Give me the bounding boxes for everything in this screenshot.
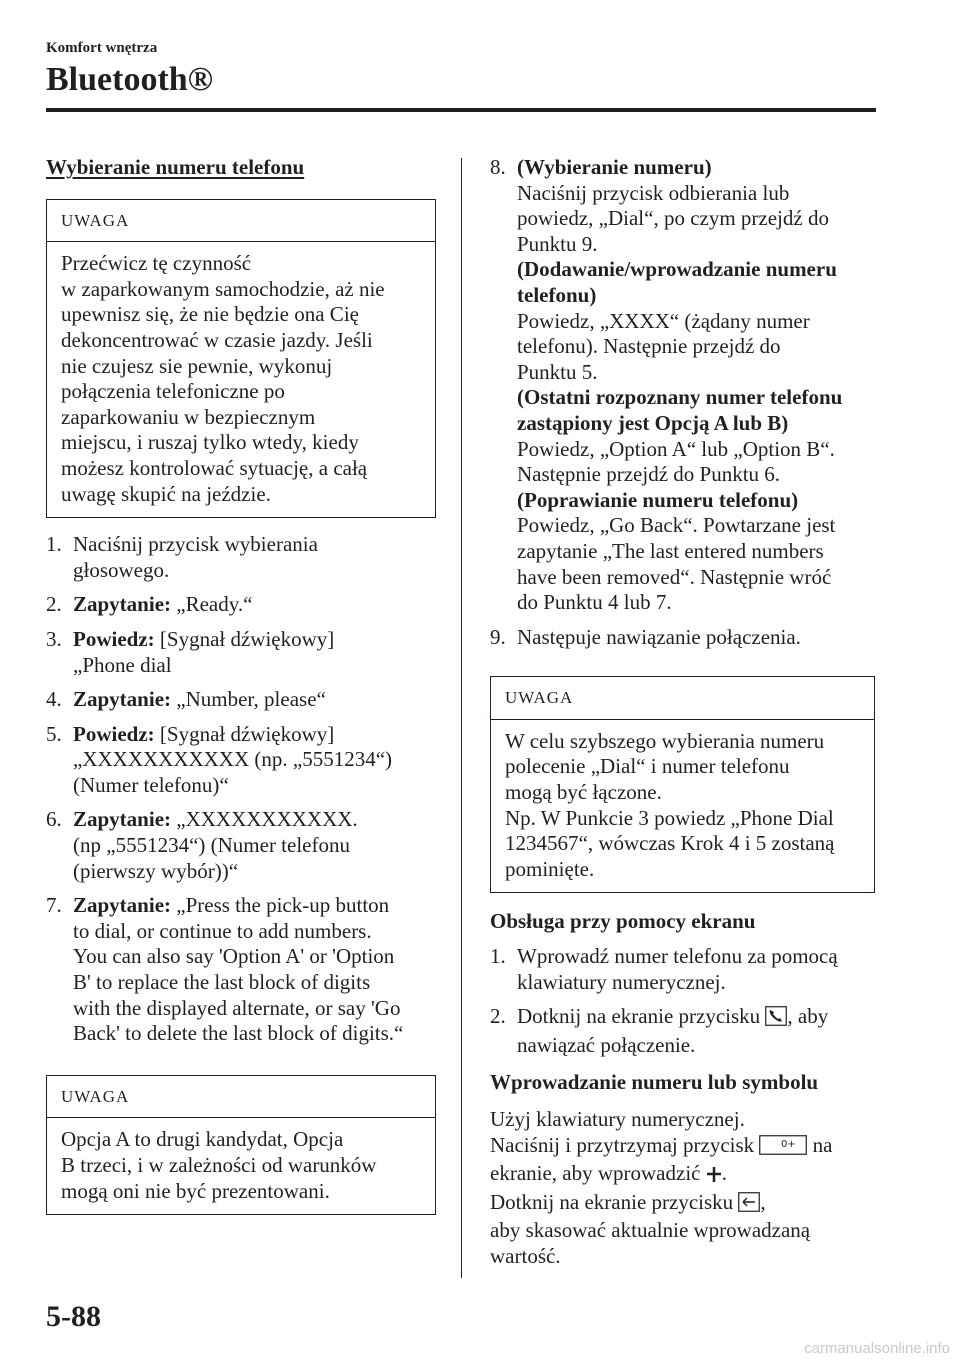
note-box-3 bbox=[490, 676, 875, 893]
step-3 bbox=[46, 627, 436, 678]
page-title: Bluetooth® bbox=[46, 61, 214, 98]
note-line: 1234567“, wówczas Krok 4 i 5 zostaną bbox=[505, 831, 835, 856]
step-number: 9. bbox=[490, 624, 506, 649]
note-line: uwagę skupić na jeździe. bbox=[61, 481, 271, 506]
step-8 bbox=[490, 155, 875, 616]
screen-step-2 bbox=[490, 1004, 875, 1058]
step-7 bbox=[46, 893, 436, 1047]
step-text: B' to replace the last block of digits bbox=[73, 970, 371, 995]
symbol-line: wartość. bbox=[490, 1243, 561, 1268]
step-subheading: zastąpiony jest Opcją A lub B) bbox=[517, 410, 789, 435]
symbol-line: aby skasować aktualnie wprowadzaną bbox=[490, 1218, 811, 1243]
note-line: w zaparkowanym samochodzie, aż nie bbox=[61, 276, 385, 301]
step-text: Punktu 9. bbox=[517, 231, 598, 256]
plus-icon bbox=[706, 1164, 722, 1190]
step-text: Powiedz, „Option A“ lub „Option B“. bbox=[517, 436, 835, 461]
section-title-screen: Obsługa przy pomocy ekranu bbox=[490, 909, 756, 934]
phone-dial-icon bbox=[765, 1006, 787, 1033]
symbol-line: na bbox=[807, 1132, 833, 1157]
step-text: „Phone dial bbox=[73, 652, 172, 677]
step-text: „XXXXXXXXXXX. bbox=[171, 807, 358, 832]
step-text: powiedz, „Dial“, po czym przejdź do bbox=[517, 206, 829, 231]
step-1 bbox=[46, 532, 436, 583]
step-text: Powiedz, „XXXX“ (żądany numer bbox=[517, 308, 810, 333]
step-number: 3. bbox=[46, 626, 62, 651]
step-subheading: telefonu) bbox=[517, 282, 597, 307]
step-text: Back' to delete the last block of digits.“ bbox=[73, 1021, 404, 1046]
page-number: 5-88 bbox=[46, 1300, 101, 1333]
note-line: Np. W Punkcie 3 powiedz „Phone Dial bbox=[505, 805, 834, 830]
note-heading: UWAGA bbox=[47, 1076, 435, 1119]
note-line: pominięte. bbox=[505, 856, 595, 881]
note-line: Przećwicz tę czynność bbox=[61, 251, 252, 276]
step-number: 2. bbox=[490, 1004, 506, 1029]
note-body bbox=[491, 720, 874, 893]
step-label: Zapytanie: bbox=[73, 893, 172, 918]
step-5 bbox=[46, 722, 436, 799]
step-number: 2. bbox=[46, 592, 62, 617]
note-line: mogą oni nie być prezentowani. bbox=[61, 1178, 330, 1203]
step-text: (Numer telefonu)“ bbox=[73, 772, 229, 797]
step-label: Zapytanie: bbox=[73, 687, 172, 712]
section-title-dialing: Wybieranie numeru telefonu bbox=[46, 155, 305, 179]
step-text: [Sygnał dźwiękowy] bbox=[154, 721, 335, 746]
step-number: 7. bbox=[46, 893, 62, 918]
step-text: klawiatury numerycznej. bbox=[517, 969, 726, 994]
note-box-1 bbox=[46, 199, 436, 519]
step-text: [Sygnał dźwiękowy] bbox=[154, 626, 335, 651]
step-label: Zapytanie: bbox=[73, 592, 172, 617]
note-line: B trzeci, i w zależności od warunków bbox=[61, 1153, 377, 1177]
note-line: miejscu, i ruszaj tylko wtedy, kiedy bbox=[61, 430, 359, 455]
zero-plus-key-icon bbox=[759, 1135, 807, 1162]
step-number: 1. bbox=[490, 944, 506, 969]
symbol-line: Dotknij na ekranie przycisku bbox=[490, 1189, 739, 1214]
step-subheading: (Poprawianie numeru telefonu) bbox=[517, 487, 799, 512]
note-line: polecenie „Dial“ i numer telefonu bbox=[505, 754, 790, 779]
step-subheading: (Ostatni rozpoznany numer telefonu bbox=[517, 385, 843, 410]
note-heading: UWAGA bbox=[491, 677, 874, 720]
backspace-icon bbox=[738, 1192, 760, 1219]
note-line: zaparkowaniu w bezpiecznym bbox=[61, 404, 316, 429]
note-heading: UWAGA bbox=[47, 200, 435, 243]
step-text: Następnie przejdź do Punktu 6. bbox=[517, 462, 781, 487]
step-4 bbox=[46, 687, 436, 713]
step-text: have been removed“. Następnie wróć bbox=[517, 564, 832, 589]
column-divider bbox=[461, 158, 462, 1278]
step-text: You can also say 'Option A' or 'Option bbox=[73, 944, 395, 969]
note-line: Opcja A to drugi kandydat, Opcja bbox=[61, 1127, 344, 1152]
left-column bbox=[46, 155, 436, 1215]
screen-step-1 bbox=[490, 944, 875, 995]
step-text: głosowego. bbox=[73, 557, 170, 582]
header-rule bbox=[46, 108, 876, 112]
step-text: nawiązać połączenie. bbox=[517, 1032, 696, 1057]
note-line: W celu szybszego wybierania numeru bbox=[505, 728, 825, 753]
step-number: 4. bbox=[46, 687, 62, 712]
step-subheading: (Dodawanie/wprowadzanie numeru bbox=[517, 257, 837, 282]
step-6 bbox=[46, 807, 436, 884]
step-text: „Press the pick-up button bbox=[171, 893, 390, 918]
step-9 bbox=[490, 625, 875, 651]
step-text: with the displayed alternate, or say 'Go bbox=[73, 995, 401, 1020]
step-text: Naciśnij przycisk wybierania bbox=[73, 532, 318, 557]
symbol-line: ekranie, aby wprowadzić bbox=[490, 1161, 706, 1186]
step-number: 5. bbox=[46, 721, 62, 746]
step-text: zapytanie „The last entered numbers bbox=[517, 538, 824, 563]
note-line: możesz kontrolować sytuację, a całą bbox=[61, 455, 368, 480]
note-line: nie czujesz sie pewnie, wykonuj bbox=[61, 353, 333, 378]
symbol-instructions bbox=[490, 1107, 875, 1270]
step-text: (pierwszy wybór))“ bbox=[73, 858, 239, 883]
step-text: to dial, or continue to add numbers. bbox=[73, 918, 372, 943]
note-line: upewnisz się, że nie będzie ona Cię bbox=[61, 302, 359, 327]
step-text: Wprowadź numer telefonu za pomocą bbox=[517, 944, 838, 969]
step-subheading: (Wybieranie numeru) bbox=[517, 155, 712, 179]
step-text: Dotknij na ekranie przycisku bbox=[517, 1004, 766, 1029]
step-number: 8. bbox=[490, 155, 506, 179]
zero-plus-key-label: 0+ bbox=[781, 1138, 797, 1150]
note-box-2 bbox=[46, 1075, 436, 1215]
step-label: Powiedz: bbox=[73, 721, 155, 746]
step-text: Punktu 5. bbox=[517, 359, 598, 384]
step-text: do Punktu 4 lub 7. bbox=[517, 590, 672, 615]
watermark: carmanualsonline.info bbox=[804, 1340, 950, 1357]
header-section-label: Komfort wnętrza bbox=[46, 40, 158, 56]
step-number: 1. bbox=[46, 532, 62, 557]
step-text: „Number, please“ bbox=[171, 687, 326, 712]
step-label: Zapytanie: bbox=[73, 807, 172, 832]
step-text: , aby bbox=[787, 1004, 829, 1029]
note-body bbox=[47, 1118, 435, 1214]
symbol-line: , bbox=[760, 1189, 766, 1214]
step-label: Powiedz: bbox=[73, 626, 155, 651]
step-text: Powiedz, „Go Back“. Powtarzane jest bbox=[517, 513, 836, 538]
section-title-symbol: Wprowadzanie numeru lub symbolu bbox=[490, 1070, 819, 1095]
note-line: dekoncentrować w czasie jazdy. Jeśli bbox=[61, 327, 373, 352]
step-text: (np „5551234“) (Numer telefonu bbox=[73, 833, 350, 858]
note-body bbox=[47, 242, 435, 517]
step-text: telefonu). Następnie przejdź do bbox=[517, 334, 781, 359]
step-number: 6. bbox=[46, 807, 62, 832]
symbol-line: Naciśnij i przytrzymaj przycisk bbox=[490, 1132, 760, 1157]
step-text: Naciśnij przycisk odbierania lub bbox=[517, 180, 790, 205]
step-text: Następuje nawiązanie połączenia. bbox=[517, 624, 801, 649]
step-text: „XXXXXXXXXXX (np. „5551234“) bbox=[73, 747, 393, 772]
step-text: „Ready.“ bbox=[171, 592, 253, 617]
right-column bbox=[490, 155, 875, 1270]
note-line: mogą być łączone. bbox=[505, 780, 662, 805]
step-2 bbox=[46, 592, 436, 618]
symbol-line: Użyj klawiatury numerycznej. bbox=[490, 1107, 745, 1131]
symbol-line: . bbox=[721, 1161, 727, 1186]
note-line: połączenia telefoniczne po bbox=[61, 379, 285, 404]
